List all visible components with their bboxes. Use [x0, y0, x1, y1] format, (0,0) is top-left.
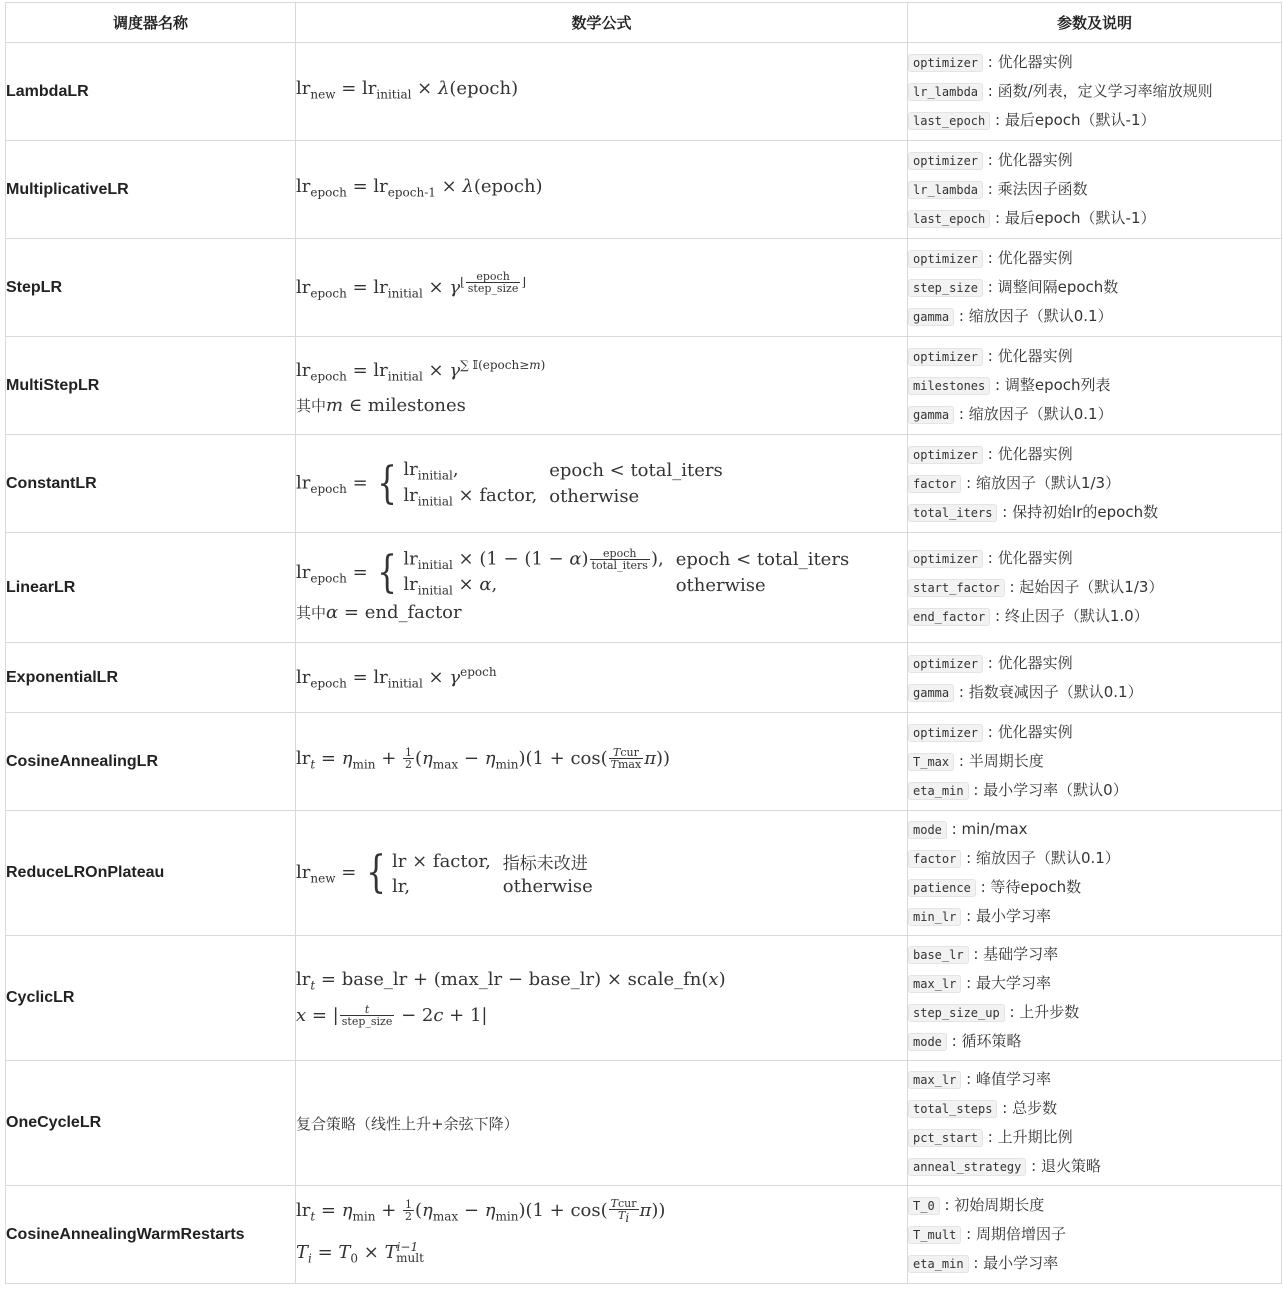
param-item: optimizer : 优化器实例: [908, 48, 1281, 77]
scheduler-name: MultiStepLR: [6, 337, 296, 435]
table-row: [6, 141, 1282, 239]
param-item: end_factor : 终止因子（默认1.0）: [908, 602, 1281, 631]
formula-cell: $lr_{epoch}$ = { $lr_{initial} \times (1 - (1 - \alpha)$ $\frac{\text{epoch}}{\text{total\_iters}}$ ), epoch < total_iters $lr_{initial} \times \alpha$, otherwise 其中α = end_factor: [296, 533, 908, 643]
param-item: min_lr : 最小学习率: [908, 902, 1281, 931]
param-item: total_iters : 保持初始lr的epoch数: [908, 498, 1281, 527]
param-item: base_lr : 基础学习率: [908, 940, 1281, 969]
table-row: [6, 811, 1282, 936]
formula-cell: $lr_{epoch} = lr_{initial} \times \gamma^{epoch}$: [296, 643, 908, 713]
param-item: anneal_strategy : 退火策略: [908, 1152, 1281, 1181]
params-cell: [908, 533, 1282, 643]
param-item: mode : 循环策略: [908, 1027, 1281, 1056]
param-item: optimizer : 优化器实例: [908, 440, 1281, 469]
param-item: gamma : 指数衰减因子（默认0.1）: [908, 678, 1281, 707]
param-item: max_lr : 峰值学习率: [908, 1065, 1281, 1094]
param-item: start_factor : 起始因子（默认1/3）: [908, 573, 1281, 602]
param-item: step_size_up : 上升步数: [908, 998, 1281, 1027]
scheduler-name: LinearLR: [6, 533, 296, 643]
table-row: [6, 1186, 1282, 1284]
param-item: T_0 : 初始周期长度: [908, 1191, 1281, 1220]
table-row: [6, 936, 1282, 1061]
params-cell: [908, 1186, 1282, 1284]
param-item: total_steps : 总步数: [908, 1094, 1281, 1123]
params-cell: [908, 435, 1282, 533]
header-formula: 数学公式: [296, 3, 908, 43]
formula-cell: $lr_{epoch} = lr_{initial} \times \gamma^{⌊ \frac{\text{epoch}}{\text{step\_size}} ⌋}$: [296, 239, 908, 337]
scheduler-name: StepLR: [6, 239, 296, 337]
param-item: step_size : 调整间隔epoch数: [908, 273, 1281, 302]
table-row: [6, 435, 1282, 533]
params-cell: [908, 811, 1282, 936]
scheduler-name: ReduceLROnPlateau: [6, 811, 296, 936]
param-item: factor : 缩放因子（默认0.1）: [908, 844, 1281, 873]
scheduler-name: MultiplicativeLR: [6, 141, 296, 239]
formula-cell: $lr_{epoch}$ = { $lr_{initial}$, epoch < total_iters $lr_{initial}$ × factor, otherwise: [296, 435, 908, 533]
param-item: optimizer : 优化器实例: [908, 146, 1281, 175]
table-row: [6, 239, 1282, 337]
param-item: optimizer : 优化器实例: [908, 649, 1281, 678]
scheduler-name: ConstantLR: [6, 435, 296, 533]
param-item: optimizer : 优化器实例: [908, 544, 1281, 573]
formula-cell: $lr_{epoch} = lr_{epoch-1}$ × λ(epoch): [296, 141, 908, 239]
param-item: mode : min/max: [908, 815, 1281, 844]
header-name: 调度器名称: [6, 3, 296, 43]
scheduler-name: LambdaLR: [6, 43, 296, 141]
param-item: gamma : 缩放因子（默认0.1）: [908, 400, 1281, 429]
param-item: last_epoch : 最后epoch（默认-1）: [908, 106, 1281, 135]
param-item: eta_min : 最小学习率（默认0）: [908, 776, 1281, 805]
scheduler-table: [5, 2, 1282, 1284]
params-cell: [908, 141, 1282, 239]
table-row: [6, 43, 1282, 141]
param-item: milestones : 调整epoch列表: [908, 371, 1281, 400]
param-item: T_max : 半周期长度: [908, 747, 1281, 776]
table-row: [6, 713, 1282, 811]
scheduler-name: CyclicLR: [6, 936, 296, 1061]
formula-cell: $lr_{epoch} = lr_{initial} \times \gamma^{\sum 𝕀(epoch\ge m)}$ 其中m ∈ milestones: [296, 337, 908, 435]
params-cell: [908, 643, 1282, 713]
param-item: lr_lambda : 函数/列表，定义学习率缩放规则: [908, 77, 1281, 106]
table-row: [6, 1061, 1282, 1186]
params-cell: [908, 713, 1282, 811]
table-row: [6, 533, 1282, 643]
param-item: optimizer : 优化器实例: [908, 244, 1281, 273]
table-row: [6, 643, 1282, 713]
formula-cell: $lr_t = \eta_{min}$ + $\frac{1}{2}$ $(\eta_{max} - \eta_{min})(1 + \cos$( $\frac{\text{Tcur}}{Tmax}$ π)): [296, 713, 908, 811]
params-cell: [908, 43, 1282, 141]
param-item: pct_start : 上升期比例: [908, 1123, 1281, 1152]
formula-cell: 复合策略（线性上升+余弦下降）: [296, 1061, 908, 1186]
params-cell: [908, 337, 1282, 435]
header-row: [6, 3, 1282, 43]
param-item: patience : 等待epoch数: [908, 873, 1281, 902]
param-item: T_mult : 周期倍增因子: [908, 1220, 1281, 1249]
scheduler-name: CosineAnnealingLR: [6, 713, 296, 811]
formula-cell: $lr_t$ = base_lr + (max_lr − base_lr) × scale_fn(x) x = | $\frac{t}{\text{step\_size}}$ − 2c + 1|: [296, 936, 908, 1061]
table-row: [6, 337, 1282, 435]
param-item: gamma : 缩放因子（默认0.1）: [908, 302, 1281, 331]
param-item: max_lr : 最大学习率: [908, 969, 1281, 998]
formula-cell: $lr_t = \eta_{min}$ + $\frac{1}{2}$ $(\eta_{max} - \eta_{min})(1 + \cos$( $\frac{\text{Tcur}}{T_i}$ π)) $T_i = T_0 \times T^{i-1}_{mult}$: [296, 1186, 908, 1284]
formula-cell: $lr_{new}$ = { lr × factor, 指标未改进 lr, otherwise: [296, 811, 908, 936]
param-item: factor : 缩放因子（默认1/3）: [908, 469, 1281, 498]
param-item: eta_min : 最小学习率: [908, 1249, 1281, 1278]
param-item: optimizer : 优化器实例: [908, 342, 1281, 371]
param-item: optimizer : 优化器实例: [908, 718, 1281, 747]
params-cell: [908, 1061, 1282, 1186]
scheduler-name: ExponentialLR: [6, 643, 296, 713]
header-params: 参数及说明: [908, 3, 1282, 43]
params-cell: [908, 936, 1282, 1061]
formula-cell: $lr_{new} = lr_{initial}$ × λ(epoch): [296, 43, 908, 141]
scheduler-name: OneCycleLR: [6, 1061, 296, 1186]
scheduler-name: CosineAnnealingWarmRestarts: [6, 1186, 296, 1284]
param-item: lr_lambda : 乘法因子函数: [908, 175, 1281, 204]
param-item: last_epoch : 最后epoch（默认-1）: [908, 204, 1281, 233]
params-cell: [908, 239, 1282, 337]
